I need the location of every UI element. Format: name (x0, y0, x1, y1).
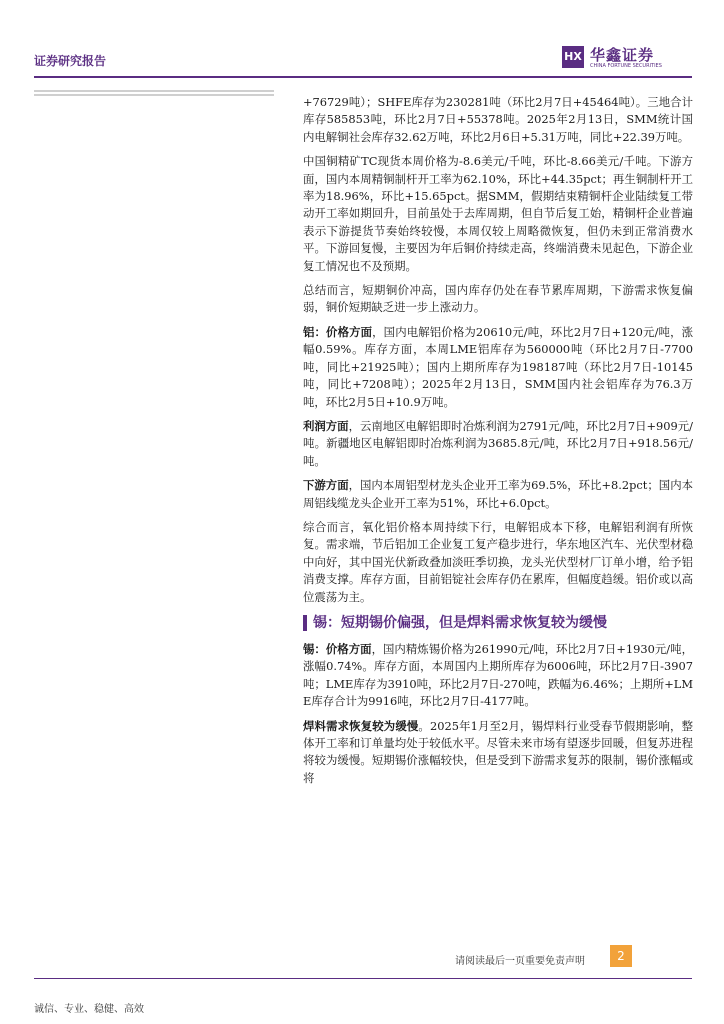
brand-mark-icon: HX (562, 46, 584, 68)
page-number: 2 (610, 945, 632, 967)
paragraph-aluminum-summary: 综合而言，氧化铝价格本周持续下行，电解铝成本下移，电解铝利润有所恢复。需求端，节后铝加工企业复工复产稳步进行，华东地区汽车、光伏型材稳中向好，其中国光伏新政叠加淡旺季切换，龙头光伏型材厂订单小增，给予铝消费支撑。库存方面，目前铝锭社会库存仍在累库，但幅度趋缓。铝价或以高位震荡为主。 (303, 519, 693, 604)
text-tin-solder: 。2025年1月至2月，锡焊料行业受春节假期影响，整体开工率和订单量均处于较低水平。尽管未来市场有望逐步回暖，但复苏进程将较为缓慢。短期锡价涨幅较快，但是受到下游需求复苏的限制，锡价涨幅或将 (303, 718, 693, 785)
brand-name-cn: 华鑫证券 (590, 46, 655, 64)
lead-tin-solder: 焊料需求恢复较为缓慢 (303, 718, 419, 733)
footer-divider (34, 978, 692, 979)
text-tin-price: ，国内精炼锡价格为261990元/吨，环比2月7日+1930元/吨，涨幅0.74%。库存方面，本周国内上期所库存为6006吨，环比2月7日-3907吨；LME库存为3910吨，环比2月7日-270吨，跌幅为6.46%；上期所+LME库存合计为9916吨，环比2月7日-4177吨。 (303, 641, 693, 709)
sidebar-rule (34, 94, 274, 96)
paragraph-aluminum-price (303, 324, 693, 411)
paragraph-copper-tc-downstream: 中国铜精矿TC现货本周价格为-8.6美元/千吨，环比-8.66美元/千吨。下游方面，国内本周精铜制杆开工率为62.10%，环比+44.35pct；再生铜制杆开工率为18.96%，环比+15.65pct。据SMM，假期结束精铜杆企业陆续复工带动开工率如期回升，目前虽处于去库周期，但自节后复工始，精铜杆企业普遍表示下游提货节奏始终较慢，本周仅较上周略微恢复，但仍未到正常消费水平。下游回复慢，主要因为年后铜价持续走高，终端消费未见起色，下游企业复工情况也不及预期。 (303, 154, 693, 273)
brand-name-en: CHINA FORTUNE SECURITIES (590, 63, 662, 69)
paragraph-aluminum-profit (303, 418, 693, 470)
disclaimer-note: 请阅读最后一页重要免责声明 (455, 956, 585, 967)
text-aluminum-downstream: ，国内本周铝型材龙头企业开工率为69.5%，环比+8.2pct；国内本周铝线缆龙头企业开工率为51%，环比+6.0pct。 (303, 478, 693, 510)
lead-aluminum-profit: 利润方面 (303, 418, 349, 433)
section-heading-tin: 锡：短期锡价偏强，但是焊料需求恢复较为缓慢 (303, 613, 693, 633)
brand-logo (562, 44, 692, 72)
lead-aluminum-price: 铝：价格方面 (303, 324, 373, 339)
paragraph-tin-price (303, 641, 693, 711)
sidebar-rule (34, 90, 274, 92)
paragraph-tin-solder (303, 718, 693, 788)
company-motto: 诚信、专业、稳健、高效 (34, 1004, 144, 1015)
paragraph-copper-summary: 总结而言，短期铜价冲高，国内库存仍处在春节累库周期，下游需求恢复偏弱，铜价短期缺乏进一步上涨动力。 (303, 283, 693, 315)
lead-aluminum-downstream: 下游方面 (303, 478, 349, 493)
paragraph-aluminum-downstream (303, 477, 693, 512)
text-aluminum-price: ，国内电解铝价格为20610元/吨，环比2月7日+120元/吨，涨幅0.59%。库存方面，本周LME铝库存为560000吨（环比2月7日-7700吨，同比+21925吨）；国内上期所库存为198187吨（环比2月7日-10145吨，同比+7208吨）；2025年2月13日，SMM国内社会铝库存为76.3万吨，环比2月5日+10.9万吨。 (303, 324, 693, 409)
sidebar-rules (34, 90, 274, 98)
header-divider (34, 76, 692, 78)
lead-tin-price: 锡：价格方面 (303, 641, 372, 656)
report-type-label: 证券研究报告 (34, 54, 107, 68)
paragraph-copper-inventory: +76729吨）；SHFE库存为230281吨（环比2月7日+45464吨）。三地合计库存585853吨，环比2月7日+55378吨。2025年2月13日，SMM统计国内电解铜社会库存32.62万吨，环比2月6日+5.31万吨，同比+22.39万吨。 (303, 95, 693, 144)
text-aluminum-profit: ，云南地区电解铝即时冶炼利润为2791元/吨，环比2月7日+909元/吨。新疆地区电解铝即时冶炼利润为3685.8元/吨，环比2月7日+918.56元/吨。 (303, 418, 694, 468)
report-body (303, 94, 693, 794)
